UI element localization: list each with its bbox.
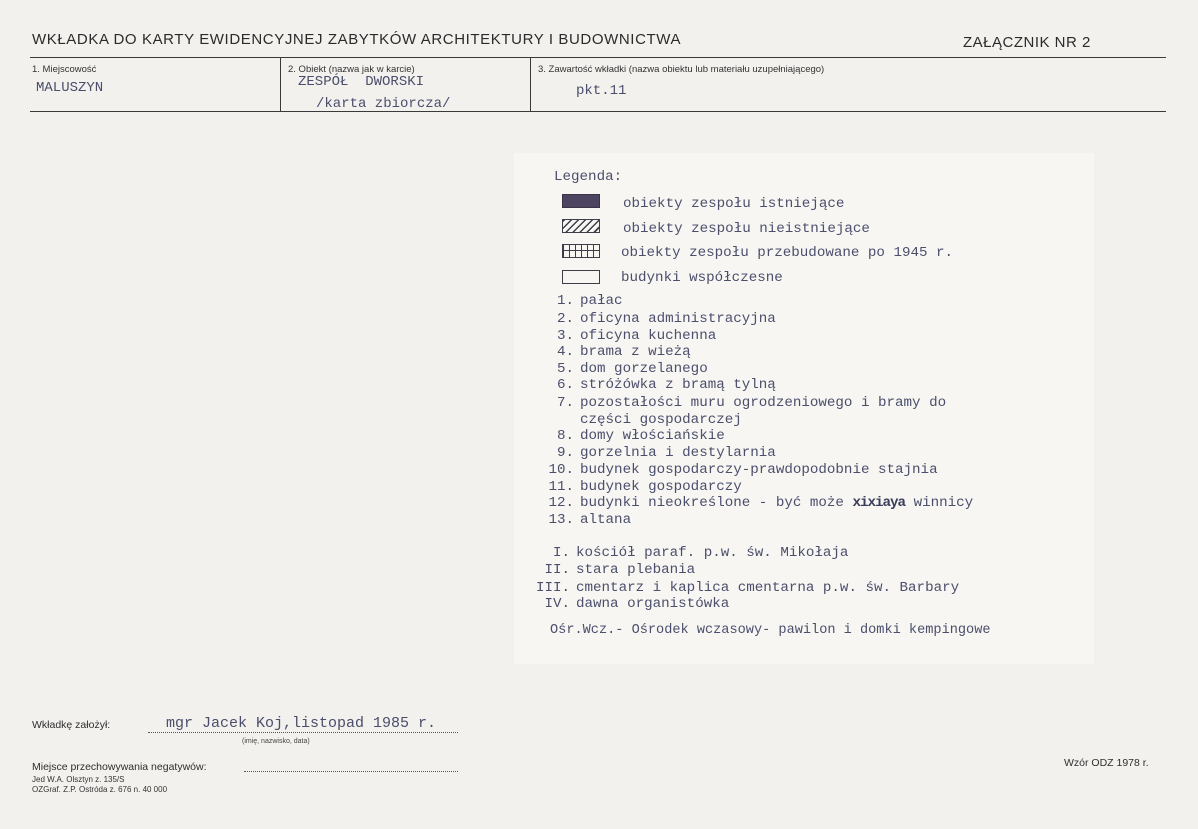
symbol-existing: [562, 194, 600, 208]
list-item-continuation: części gospodarczej: [580, 412, 742, 428]
roman-item: IV. dawna organistówka: [544, 596, 730, 612]
list-item: 10. budynek gospodarczy-prawdopodobnie stajnia: [548, 462, 938, 478]
list-item: 11. budynek gospodarczy: [548, 479, 742, 495]
list-item: 2. oficyna administracyjna: [556, 311, 776, 327]
field-1-value: MALUSZYN: [36, 80, 104, 96]
field-2-value-line1: ZESPÓŁ DWORSKI: [298, 74, 425, 90]
list-item: 1. pałac: [556, 293, 623, 309]
symbol-nonexistent-label: obiekty zespołu nieistniejące: [623, 221, 870, 237]
field-2-label: 2. Obiekt (nazwa jak w karcie): [288, 64, 415, 75]
list-item: 3. oficyna kuchenna: [556, 328, 717, 344]
field-3-value: pkt.11: [576, 83, 627, 99]
print-info-1: Jed W.A. Olsztyn z. 135/S: [32, 775, 125, 784]
form-title: WKŁADKA DO KARTY EWIDENCYJNEJ ZABYTKÓW ARCHITEKTURY I BUDOWNICTWA: [32, 31, 682, 48]
annex-number: ZAŁĄCZNIK NR 2: [963, 34, 1091, 51]
list-item: 4. brama z wieżą: [556, 344, 691, 360]
symbol-modern-label: budynki współczesne: [621, 270, 783, 286]
field-divider-1: [280, 57, 281, 111]
prepared-by-line: [148, 732, 458, 733]
field-2-value-line2: /karta zbiorcza/: [316, 96, 451, 112]
form-model: Wzór ODZ 1978 r.: [1064, 757, 1149, 769]
symbol-modern: [562, 270, 600, 284]
osr-note: Ośr.Wcz.- Ośrodek wczasowy- pawilon i domki kempingowe: [550, 623, 991, 638]
print-info-2: OZGraf. Z.P. Ostróda z. 676 n. 40 000: [32, 785, 168, 794]
prepared-by-label: Wkładkę założył:: [32, 719, 111, 731]
negatives-line: [244, 771, 458, 772]
symbol-rebuilt: [562, 244, 600, 258]
header-top-rule: [30, 57, 1166, 58]
symbol-rebuilt-label: obiekty zespołu przebudowane po 1945 r.: [621, 245, 954, 261]
negatives-label: Miejsce przechowywania negatywów:: [32, 761, 207, 773]
list-item: 8. domy włościańskie: [556, 428, 725, 444]
roman-item: II. stara plebania: [544, 562, 696, 578]
symbol-existing-label: obiekty zespołu istniejące: [623, 196, 845, 212]
struck-word: xixiaya: [852, 495, 906, 511]
roman-item: I. kościół paraf. p.w. św. Mikołaja: [552, 545, 849, 561]
symbol-nonexistent: [562, 219, 600, 233]
list-item: 5. dom gorzelanego: [556, 361, 708, 377]
prepared-by-hint: (imię, nazwisko, data): [242, 738, 310, 745]
list-item: 7. pozostałości muru ogrodzeniowego i bramy do: [556, 395, 947, 411]
field-1-label: 1. Miejscowość: [32, 64, 97, 75]
header-bottom-rule: [30, 111, 1166, 112]
roman-item: III. cmentarz i kaplica cmentarna p.w. św. Barbary: [535, 580, 960, 596]
legend-title: Legenda:: [554, 169, 623, 185]
legend-card: [514, 153, 1094, 664]
field-3-label: 3. Zawartość wkładki (nazwa obiektu lub materiału uzupełniającego): [538, 64, 825, 75]
prepared-by-value: mgr Jacek Koj,listopad 1985 r.: [166, 715, 437, 732]
field-divider-2: [530, 57, 531, 111]
list-item: 9. gorzelnia i destylarnia: [556, 445, 776, 461]
list-item: 12. budynki nieokreślone - być może xixiaya winnicy: [548, 495, 974, 511]
list-item: 13. altana: [548, 512, 632, 528]
list-item: 6. stróżówka z bramą tylną: [556, 377, 776, 393]
